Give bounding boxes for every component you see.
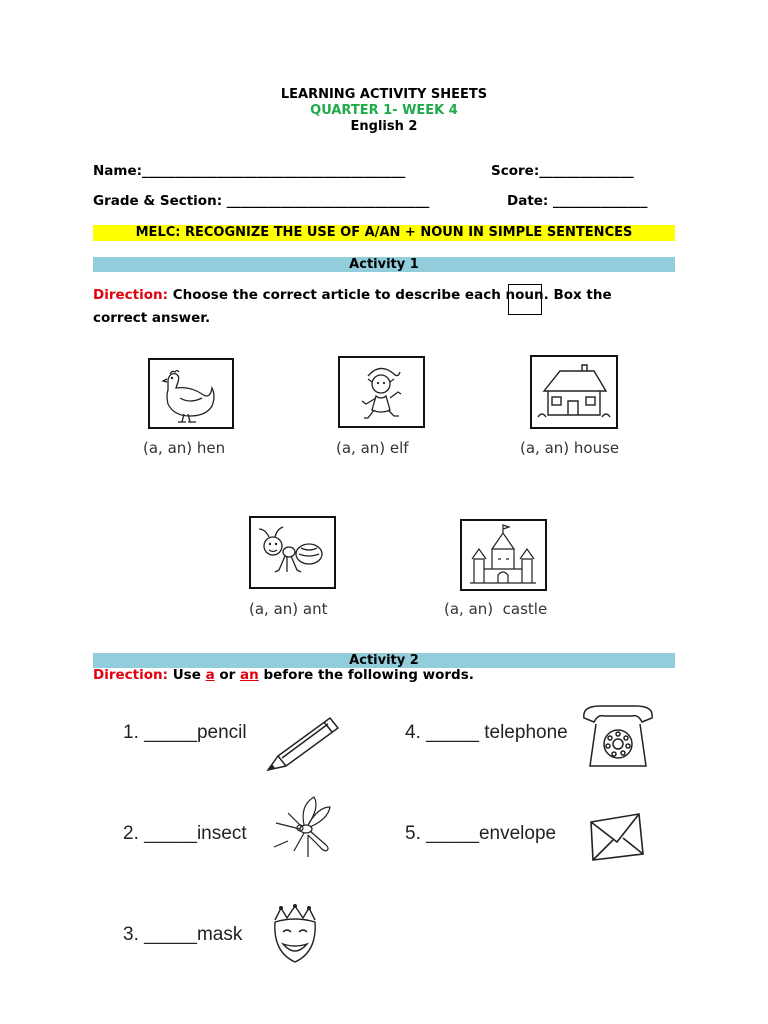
ant-caption: (a, an) ant <box>249 600 328 618</box>
date-field[interactable]: Date: ______________ <box>507 193 648 209</box>
score-field[interactable]: Score:______________ <box>491 163 634 179</box>
quarter-week-subtitle: QUARTER 1- WEEK 4 <box>310 103 458 118</box>
exercise-3-mask[interactable]: 3. _____mask <box>123 924 243 945</box>
page-title: LEARNING ACTIVITY SHEETS <box>280 87 488 102</box>
grade-section-field[interactable]: Grade & Section: ______________________________ <box>93 193 430 209</box>
direction-text: or <box>214 667 241 683</box>
house-picture <box>530 355 618 429</box>
ant-icon <box>251 518 334 587</box>
envelope-icon <box>585 808 647 862</box>
elf-icon <box>340 358 423 426</box>
activity-2-heading: Activity 2 <box>93 653 675 668</box>
hen-picture <box>148 358 234 429</box>
mosquito-picture <box>270 795 340 857</box>
direction-label: Direction: <box>93 667 169 683</box>
telephone-picture <box>578 700 658 774</box>
pencil-picture <box>264 712 346 772</box>
elf-picture <box>338 356 425 428</box>
answer-box-example <box>508 284 542 315</box>
telephone-icon <box>578 700 658 774</box>
house-caption: (a, an) house <box>520 439 620 457</box>
name-field[interactable]: Name:_______________________________________ <box>93 163 406 179</box>
activity-2-direction <box>93 664 653 687</box>
subject-label: English 2 <box>350 119 418 134</box>
direction-text: before the following words. <box>258 667 474 683</box>
activity-1-heading: Activity 1 <box>93 257 675 272</box>
option-a: a <box>205 667 215 683</box>
ant-picture <box>249 516 336 589</box>
direction-text: Choose the correct article to describe each noun. Box the correct answer. <box>93 287 612 326</box>
castle-caption: (a, an) castle <box>444 600 548 618</box>
direction-label: Direction: <box>93 287 169 303</box>
exercise-4-telephone[interactable]: 4. _____ telephone <box>405 722 568 743</box>
mask-icon <box>265 902 325 966</box>
mask-picture <box>265 902 325 966</box>
activity-1-direction <box>93 284 653 330</box>
hen-icon <box>150 360 232 427</box>
house-icon <box>532 357 616 427</box>
pencil-icon <box>264 712 346 772</box>
castle-picture <box>460 519 547 591</box>
exercise-1-pencil[interactable]: 1. _____pencil <box>123 722 247 743</box>
melc-banner: MELC: RECOGNIZE THE USE OF A/AN + NOUN IN SIMPLE SENTENCES <box>93 225 675 241</box>
direction-text: Use <box>168 667 206 683</box>
castle-icon <box>462 521 545 589</box>
exercise-5-envelope[interactable]: 5. _____envelope <box>405 823 557 844</box>
envelope-picture <box>585 808 647 862</box>
option-an: an <box>240 667 259 683</box>
hen-caption: (a, an) hen <box>143 439 226 457</box>
mosquito-icon <box>270 795 340 857</box>
elf-caption: (a, an) elf <box>336 439 409 457</box>
exercise-2-insect[interactable]: 2. _____insect <box>123 823 247 844</box>
